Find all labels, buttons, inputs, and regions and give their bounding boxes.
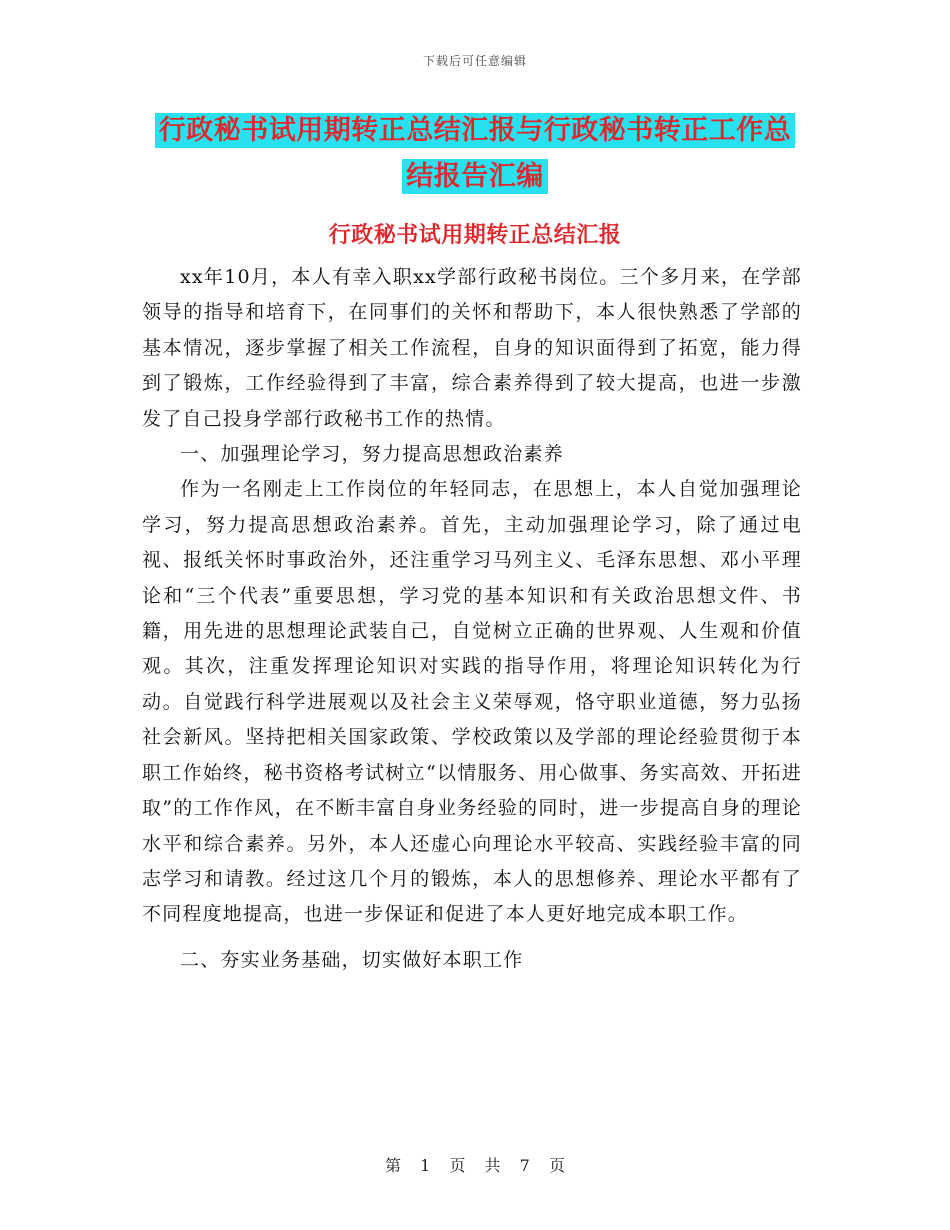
document-title-line-2: 结报告汇编 (402, 159, 548, 194)
heading-business-foundation: 二、夯实业务基础，切实做好本职工作 (180, 948, 524, 971)
document-body (142, 260, 802, 978)
heading-theory-study: 一、加强理论学习，努力提高思想政治素养 (180, 443, 564, 466)
total-unit: 页 (548, 1156, 565, 1175)
page-total: 7 (519, 1156, 530, 1175)
paragraph-theory-study: 作为一名刚走上工作岗位的年轻同志，在思想上，本人自觉加强理论学习，努力提高思想政治素养。首先，主动加强理论学习，除了通过电视、报纸关怀时事政治外，还注重学习马列主义、毛泽东思想、邓小平理论和“三个代表”重要思想，学习党的基本知识和有关政治思想文件、书籍，用先进的思想理论武装自己，自觉树立正确的世界观、人生观和价值观。其次，注重发挥理论知识对实践的指导作用，将理论知识转化为行动。自觉践行科学进展观以及社会主义荣辱观，恪守职业道德，努力弘扬社会新风。坚持把相关国家政策、学校政策以及学部的理论经验贯彻于本职工作始终，秘书资格考试树立“以情服务、用心做事、务实高效、开拓进取”的工作作风，在不断丰富自身业务经验的同时，进一步提高自身的理论水平和综合素养。另外，本人还虚心向理论水平较高、实践经验丰富的同志学习和请教。经过这几个月的锻炼，本人的思想修养、理论水平都有了不同程度地提高，也进一步保证和促进了本人更好地完成本职工作。 (142, 478, 802, 926)
document-title (140, 108, 810, 200)
header-note: 下载后可任意编辑 (422, 54, 527, 68)
page-footer (0, 1153, 950, 1176)
page-unit: 页 (449, 1156, 466, 1175)
page-current: 1 (420, 1156, 431, 1175)
page-label: 第 (385, 1156, 402, 1175)
total-label: 共 (484, 1156, 501, 1175)
section-title: 行政秘书试用期转正总结汇报 (328, 222, 622, 248)
document-title-line-1: 行政秘书试用期转正总结汇报与行政秘书转正工作总 (155, 113, 796, 148)
paragraph-intro: xx年10月，本人有幸入职xx学部行政秘书岗位。三个多月来，在学部领导的指导和培育下，在同事们的关怀和帮助下，本人很快熟悉了学部的基本情况，逐步掌握了相关工作流程，自身的知识面得到了拓宽，能力得到了锻炼，工作经验得到了丰富，综合素养得到了较大提高，也进一步激发了自己投身学部行政秘书工作的热情。 (142, 266, 802, 430)
